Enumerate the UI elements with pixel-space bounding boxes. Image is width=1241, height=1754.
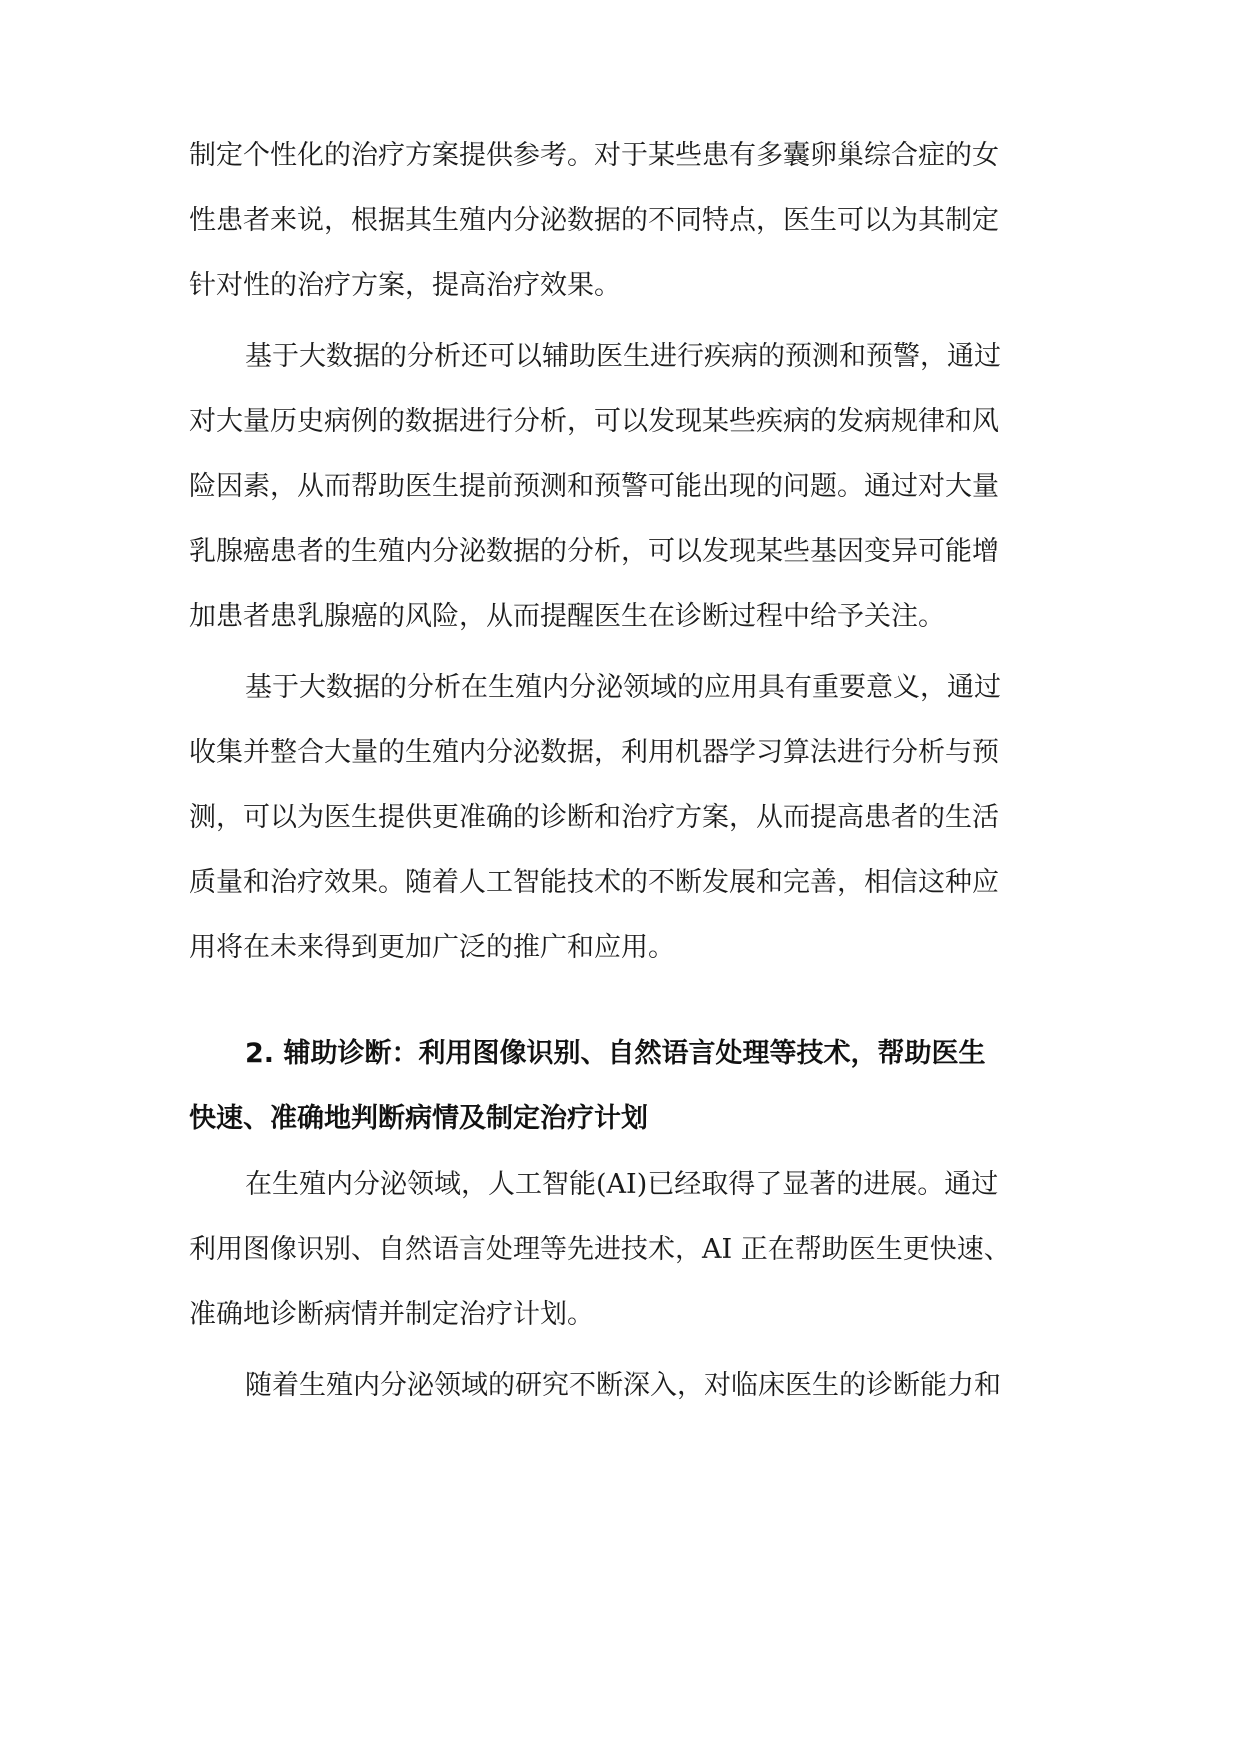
text-line: 在生殖内分泌领域，人工智能(AI)已经取得了显著的进展。通过	[245, 1169, 999, 1200]
text-line: 基于大数据的分析还可以辅助医生进行疾病的预测和预警，通过	[245, 341, 1001, 372]
text-line: 准确地诊断病情并制定治疗计划。	[189, 1299, 594, 1330]
text-line: 基于大数据的分析在生殖内分泌领域的应用具有重要意义，通过	[245, 672, 1001, 703]
text-line: 针对性的治疗方案，提高治疗效果。	[189, 270, 621, 301]
text-line: 险因素，从而帮助医生提前预测和预警可能出现的问题。通过对大量	[189, 471, 999, 502]
text-line: 测，可以为医生提供更准确的诊断和治疗方案，从而提高患者的生活	[189, 802, 999, 833]
text-line: 利用图像识别、自然语言处理等先进技术，AI 正在帮助医生更快速、	[189, 1234, 1011, 1265]
text-line: 对大量历史病例的数据进行分析，可以发现某些疾病的发病规律和风	[189, 406, 999, 437]
text-line: 加患者患乳腺癌的风险，从而提醒医生在诊断过程中给予关注。	[189, 601, 945, 632]
text-line: 乳腺癌患者的生殖内分泌数据的分析，可以发现某些基因变异可能增	[189, 536, 999, 567]
text-line: 用将在未来得到更加广泛的推广和应用。	[189, 932, 675, 963]
section-heading: 2. 辅助诊断：利用图像识别、自然语言处理等技术，帮助医生	[245, 1038, 986, 1069]
text-line: 质量和治疗效果。随着人工智能技术的不断发展和完善，相信这种应	[189, 867, 999, 898]
text-line: 性患者来说，根据其生殖内分泌数据的不同特点，医生可以为其制定	[189, 205, 999, 236]
text-line: 收集并整合大量的生殖内分泌数据，利用机器学习算法进行分析与预	[189, 737, 999, 768]
text-line: 制定个性化的治疗方案提供参考。对于某些患有多囊卵巢综合症的女	[189, 140, 999, 171]
text-line: 随着生殖内分泌领域的研究不断深入，对临床医生的诊断能力和	[245, 1370, 1001, 1401]
section-heading: 快速、准确地判断病情及制定治疗计划	[189, 1103, 648, 1134]
